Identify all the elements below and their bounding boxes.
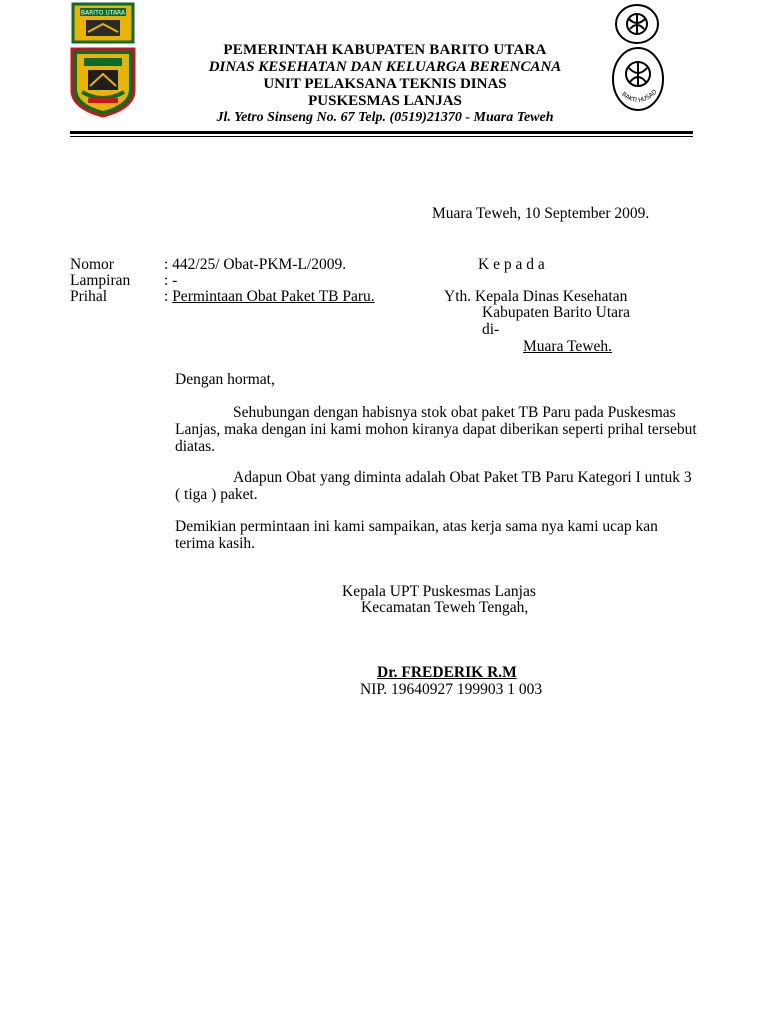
field-value-nomor: : 442/25/ Obat-PKM-L/2009.: [164, 256, 347, 273]
greeting: Dengan hormat,: [175, 371, 275, 388]
date-line: Muara Teweh, 10 September 2009.: [432, 205, 650, 222]
body-paragraph-3: Demikian permintaan ini kami sampaikan, atas kerja sama nya kami ucap kan terima kasih.: [175, 518, 658, 552]
field-value-prihal: [164, 288, 375, 306]
body-paragraph-1-text: Sehubungan dengan habisnya stok obat paket TB Paru pada Puskesmas Lanjas, maka dengan ini kami mohon kiranya dapat diberikan seperti prihal tersebut diatas.: [175, 404, 697, 455]
recipient-kepada: K e p a d a: [478, 256, 545, 273]
letterhead-unit: UNIT PELAKSANA TEKNIS DINAS: [263, 76, 507, 92]
field-label-lampiran: Lampiran: [70, 272, 131, 289]
field-label-nomor: Nomor: [70, 256, 114, 273]
signature-title-1: Kepala UPT Puskesmas Lanjas: [342, 583, 536, 600]
letterhead-government: PEMERINTAH KABUPATEN BARITO UTARA: [223, 42, 547, 58]
letterhead-divider-thick: [70, 131, 693, 134]
recipient-line-1: Yth. Kepala Dinas Kesehatan: [444, 288, 628, 305]
letterhead-puskesmas: PUSKESMAS LANJAS: [308, 93, 462, 109]
health-seal-top: [614, 3, 660, 45]
body-paragraph-2-text: Adapun Obat yang diminta adalah Obat Paket TB Paru Kategori I untuk 3 ( tiga ) paket.: [175, 469, 692, 503]
recipient-line-2: Kabupaten Barito Utara: [482, 304, 631, 321]
letterhead-department: DINAS KESEHATAN DAN KELUARGA BERENCANA: [208, 59, 562, 75]
subject-text: Permintaan Obat Paket TB Paru.: [172, 288, 375, 305]
letterhead-divider-thin: [70, 136, 693, 137]
signature-title-2: Kecamatan Teweh Tengah,: [361, 599, 529, 616]
svg-text:BARITO UTARA: BARITO UTARA: [80, 9, 126, 17]
recipient-line-3: di-: [482, 321, 500, 338]
regency-logo-top: [70, 2, 136, 44]
recipient-city: Muara Teweh.: [523, 338, 613, 355]
field-value-lampiran: : -: [164, 272, 178, 289]
body-paragraph-2: [175, 469, 700, 503]
signatory-name: Dr. FREDERIK R.M: [377, 664, 517, 681]
regency-logo: [68, 46, 138, 118]
body-paragraph-1: [175, 404, 700, 455]
svg-text:BAKTI HUSADA: BAKTI HUSAD: [620, 88, 659, 105]
signatory-nip: NIP. 19640927 199903 1 003: [360, 681, 543, 698]
field-colon-prihal: :: [164, 288, 173, 305]
letterhead-address: Jl. Yetro Sinseng No. 67 Telp. (0519)21370 - Muara Teweh: [216, 110, 554, 125]
field-label-prihal: Prihal: [70, 288, 108, 305]
